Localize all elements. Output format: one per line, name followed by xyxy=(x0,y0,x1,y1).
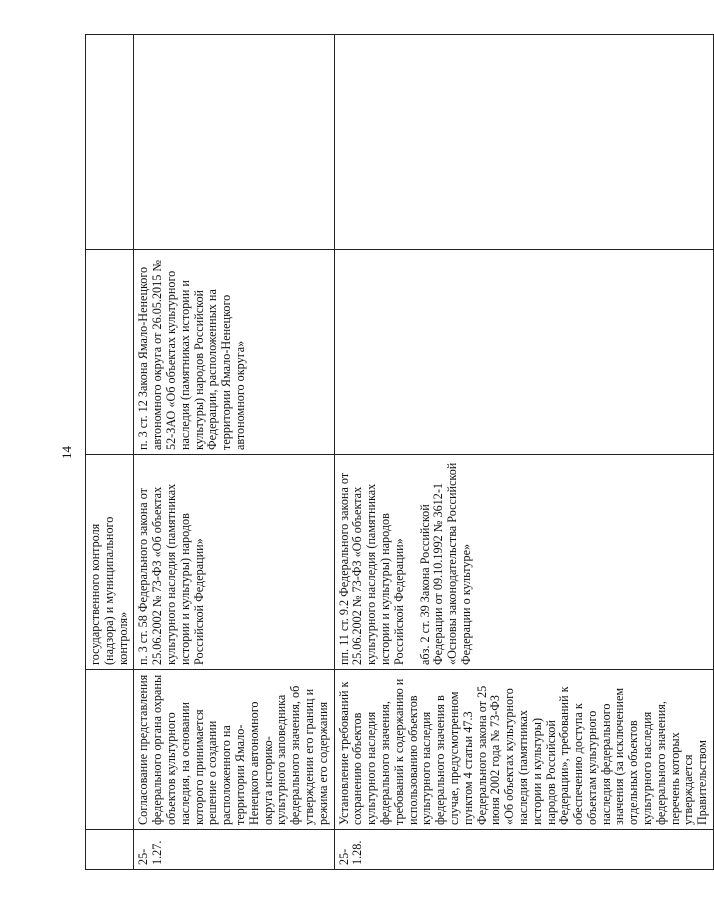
legal-basis-line: (надзора) и муниципального xyxy=(101,516,116,665)
row-number-cell xyxy=(86,830,134,870)
table-row xyxy=(334,35,714,870)
legal-table xyxy=(85,34,714,870)
description-cell: Установление требований к сохранению объектов культурного наследия федерального значения, требований к содержанию и использованию объектов культурного наследия федерального значения в случае, предусмотренном пунктом 4 статьи 47.3 Федерального закона от 25 июня 2002 года № 73-ФЗ «Об объектах культурного наследия (памятниках истории и культуры) народов Российской Федерации», требований к обеспечению доступа к объектам культурного наследия федерального значения (за исключением отдельных объектов культурного наследия федерального значения, перечень которых утверждается Правительством xyxy=(334,670,714,830)
description-cell: Согласование представления федерального органа охраны объектов культурного наследия, на основании которого принимается решение о создании расположенного на территории Ямало-Ненецкого автономного округа историко-культурного заповедника федерального значения, об утверждении его границ и режима его содержания xyxy=(134,670,334,830)
legal-basis-cell: п. 3 ст. 58 Федерального закона от 25.06.2002 № 73-ФЗ «Об объектах культурного наследия (памятниках истории и культуры) народов Российской Федерации» xyxy=(134,455,334,670)
regional-basis-cell xyxy=(334,250,714,455)
regional-basis-cell: п. 3 ст. 12 Закона Ямало-Ненецкого автономного округа от 26.05.2015 № 52-ЗАО «Об объектах культурного наследия (памятниках истории и культуры) народов Российской Федерации, расположенных на территории Ямало-Ненецкого автономного округа» xyxy=(134,250,334,455)
page-number: 14 xyxy=(59,446,74,459)
notes-cell xyxy=(86,35,134,250)
legal-basis-paragraph: абз. 2 ст. 39 Закона Российской Федерации от 09.10.1992 № 3612-1 «Основы законодательства Российской Федерации о культуре» xyxy=(417,462,473,665)
paragraph-gap xyxy=(407,459,419,665)
notes-cell xyxy=(334,35,714,250)
rotated-document xyxy=(55,35,710,870)
legal-basis-cell xyxy=(334,455,714,670)
legal-basis-cell xyxy=(86,455,134,670)
legal-basis-paragraph: пп. 11 ст. 9.2 Федерального закона от 25.06.2002 № 73-ФЗ «Об объектах культурного наследия (памятниках истории и культуры) народов Российской Федерации» xyxy=(336,472,406,665)
table-row xyxy=(86,35,134,870)
notes-cell xyxy=(134,35,334,250)
row-number-cell: 25-1.27. xyxy=(134,830,334,870)
legal-basis-line: государственного контроля xyxy=(88,523,102,665)
description-cell xyxy=(86,670,134,830)
row-number-cell: 25-1.28. xyxy=(334,830,714,870)
regional-basis-cell xyxy=(86,250,134,455)
table-row xyxy=(134,35,334,870)
legal-basis-line: контроля» xyxy=(115,611,130,665)
